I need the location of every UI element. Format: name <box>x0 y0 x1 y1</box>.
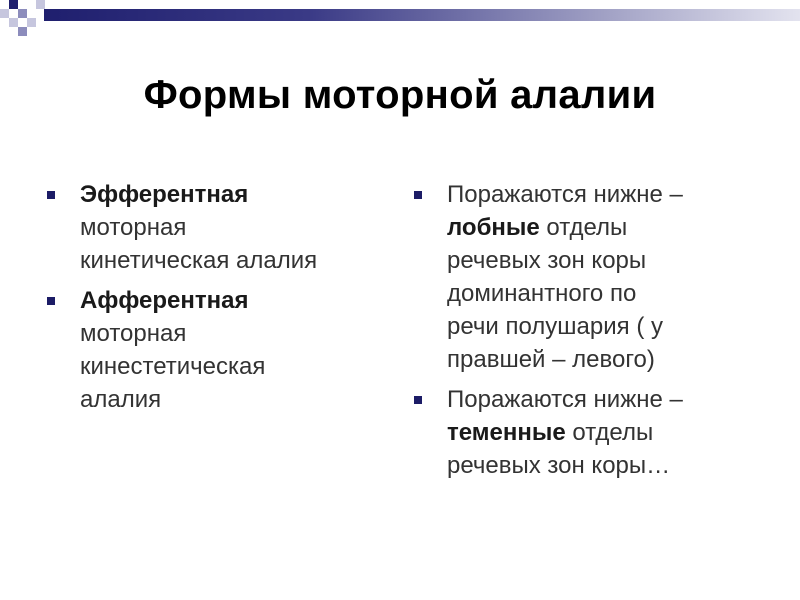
header-decoration-square <box>9 0 18 9</box>
square-bullet-icon <box>414 396 422 404</box>
list-item <box>47 178 397 277</box>
slide-title: Формы моторной алалии <box>143 73 657 117</box>
item-term: Эфферентная <box>80 181 249 208</box>
item-text-line <box>447 416 754 449</box>
item-text-line: правшей – левого) <box>447 346 655 373</box>
square-bullet-icon <box>414 191 422 199</box>
header-decoration-square <box>9 18 18 27</box>
list-item <box>47 284 397 416</box>
item-text-line: речи полушария ( у <box>447 313 663 340</box>
header-decoration-bar <box>44 9 800 21</box>
item-text-line: речевых зон коры <box>447 247 647 274</box>
item-text-line <box>447 211 754 244</box>
right-column <box>414 178 754 489</box>
header-decoration-square <box>18 9 27 18</box>
list-item <box>414 383 754 482</box>
item-text-fragment: отделы <box>539 214 628 241</box>
item-text-line: Поражаются нижне – <box>447 181 683 208</box>
item-text-fragment: отделы <box>565 419 654 446</box>
item-text-line: кинетическая алалия <box>80 247 318 274</box>
item-term: теменные <box>447 419 566 446</box>
header-decoration-square <box>27 18 36 27</box>
item-text-line: доминантного по <box>447 280 637 307</box>
header-decoration-square <box>0 9 9 18</box>
item-text-line: моторная <box>80 320 187 347</box>
square-bullet-icon <box>47 191 55 199</box>
list-item <box>414 178 754 376</box>
item-term: лобные <box>447 214 540 241</box>
item-text-line: алалия <box>80 386 162 413</box>
item-term: Афферентная <box>80 287 249 314</box>
header-decoration-square <box>36 0 45 9</box>
item-text-line: речевых зон коры… <box>447 452 671 479</box>
item-text-line: моторная <box>80 214 187 241</box>
square-bullet-icon <box>47 297 55 305</box>
left-column <box>47 178 397 423</box>
item-text-line: Поражаются нижне – <box>447 386 683 413</box>
item-text-line: кинестетическая <box>80 353 266 380</box>
header-decoration-square <box>18 27 27 36</box>
